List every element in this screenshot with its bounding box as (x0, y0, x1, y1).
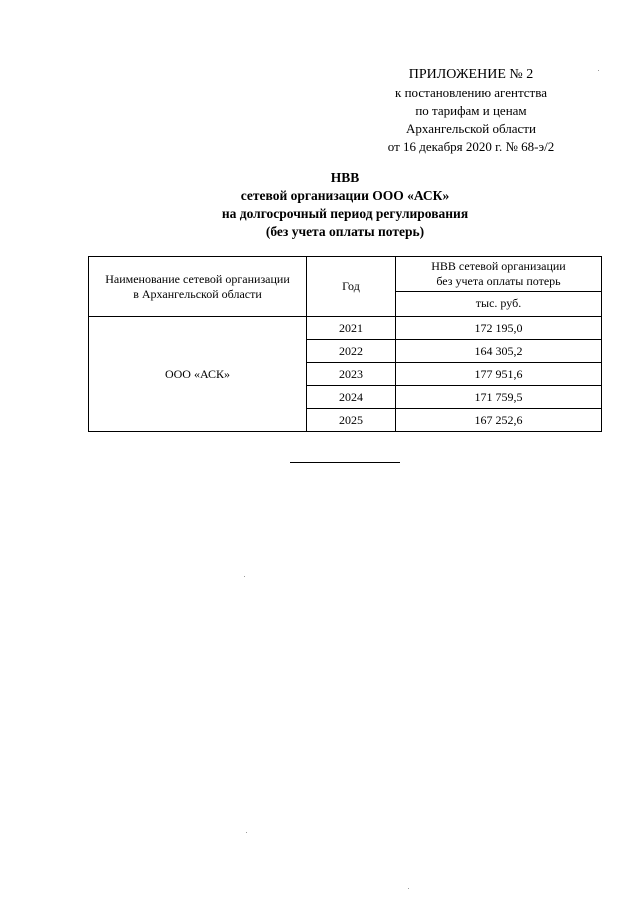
closing-line (290, 462, 400, 463)
header-year: Год (307, 257, 396, 317)
header-organization-name-line-1: Наименование сетевой организации (105, 271, 290, 286)
year-cell: 2023 (307, 363, 396, 386)
year-cell: 2024 (307, 386, 396, 409)
value-cell: 167 252,6 (396, 409, 602, 432)
appendix-line-2: по тарифам и ценам (415, 103, 527, 118)
header-nvv-line-2: без учета оплаты потерь (436, 273, 561, 288)
title-line-2: сетевой организации ООО «АСК» (240, 188, 450, 203)
header-organization-name-line-2: в Архангельской области (133, 286, 262, 301)
table-row (89, 317, 602, 340)
table-header-row (89, 257, 602, 292)
document-title (150, 169, 540, 241)
year-cell: 2025 (307, 409, 396, 432)
title-line-1: НВВ (330, 170, 360, 185)
appendix-block (360, 66, 582, 156)
scan-speck (408, 888, 409, 889)
header-nvv-line-1: НВВ сетевой организации (431, 258, 566, 273)
appendix-line-3: Архангельской области (406, 121, 536, 136)
scan-speck (244, 576, 245, 577)
year-cell: 2022 (307, 340, 396, 363)
header-nvv (396, 257, 602, 292)
value-cell: 164 305,2 (396, 340, 602, 363)
appendix-line-4: от 16 декабря 2020 г. № 68-э/2 (387, 139, 555, 154)
nvv-table (88, 256, 602, 432)
value-cell: 171 759,5 (396, 386, 602, 409)
value-cell: 172 195,0 (396, 317, 602, 340)
value-cell: 177 951,6 (396, 363, 602, 386)
scan-speck (598, 70, 599, 71)
header-organization-name (89, 257, 307, 317)
appendix-title: ПРИЛОЖЕНИЕ № 2 (408, 67, 534, 82)
header-unit: тыс. руб. (396, 291, 602, 316)
appendix-line-1: к постановлению агентства (395, 85, 547, 100)
organization-cell: ООО «АСК» (89, 317, 307, 432)
scan-speck (246, 832, 247, 833)
title-line-4: (без учета оплаты потерь) (265, 224, 425, 239)
year-cell: 2021 (307, 317, 396, 340)
title-line-3: на долгосрочный период регулирования (221, 206, 469, 221)
